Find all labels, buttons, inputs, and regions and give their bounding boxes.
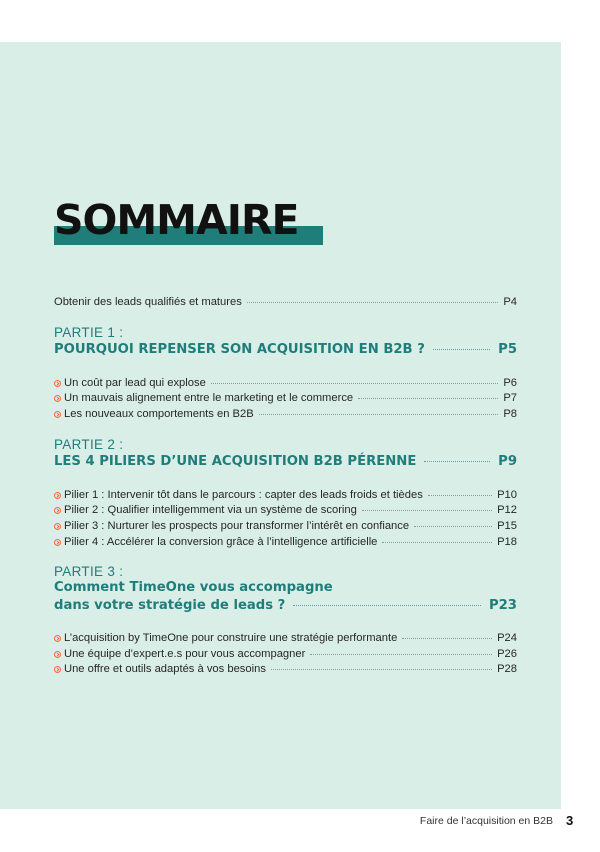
page-title: SOMMAIRE xyxy=(54,196,299,244)
toc-entry[interactable] xyxy=(54,488,517,502)
dot-leader xyxy=(402,638,492,639)
part-3-title-line-1: Comment TimeOne vous accompagne xyxy=(54,580,333,595)
part-title-text: dans votre stratégie de leads ? xyxy=(54,598,286,613)
dot-leader xyxy=(358,398,498,399)
part-2-kicker: PARTIE 2 : xyxy=(54,437,124,452)
toc-entry-page: P15 xyxy=(497,520,517,532)
toc-part-1-title[interactable] xyxy=(54,341,517,359)
circled-chevron-right-icon xyxy=(54,651,61,658)
part-title-text: LES 4 PILIERS D’UNE ACQUISITION B2B PÉRENNE xyxy=(54,454,417,469)
dot-leader xyxy=(362,510,492,511)
dot-leader xyxy=(433,349,490,350)
circled-chevron-right-icon xyxy=(54,380,61,387)
toc-entry-page: P28 xyxy=(497,663,517,675)
part-page: P23 xyxy=(488,598,517,613)
dot-leader xyxy=(259,414,499,415)
toc-entry-page: P7 xyxy=(503,392,517,404)
dot-leader xyxy=(271,669,492,670)
part-1-kicker: PARTIE 1 : xyxy=(54,325,124,340)
circled-chevron-right-icon xyxy=(54,395,61,402)
toc-entry-label: Les nouveaux comportements en B2B xyxy=(64,408,254,420)
toc-entry-label: Pilier 2 : Qualifier intelligemment via un système de scoring xyxy=(64,504,357,516)
toc-entry-label: Une offre et outils adaptés à vos besoins xyxy=(64,663,266,675)
part-page: P5 xyxy=(498,342,517,357)
part-3-kicker: PARTIE 3 : xyxy=(54,564,124,579)
toc-entry-label: Un coût par lead qui explose xyxy=(64,377,206,389)
toc-entry-page: P24 xyxy=(497,632,517,644)
toc-entry[interactable] xyxy=(54,376,517,390)
toc-entry-page: P26 xyxy=(497,648,517,660)
dot-leader xyxy=(310,654,492,655)
toc-entry-page: P6 xyxy=(503,377,517,389)
dot-leader xyxy=(211,383,499,384)
toc-entry[interactable] xyxy=(54,662,517,676)
circled-chevron-right-icon xyxy=(54,507,61,514)
dot-leader xyxy=(293,605,481,606)
page-number: 3 xyxy=(566,813,574,828)
dot-leader xyxy=(424,461,490,462)
toc-entry[interactable] xyxy=(54,391,517,405)
part-page: P9 xyxy=(498,454,517,469)
toc-part-2-title[interactable] xyxy=(54,453,517,471)
circled-chevron-right-icon xyxy=(54,492,61,499)
circled-chevron-right-icon xyxy=(54,539,61,546)
toc-entry-label: Pilier 4 : Accélérer la conversion grâce à l’intelligence artificielle xyxy=(64,536,378,548)
toc-entry[interactable] xyxy=(54,535,517,549)
footer-text: Faire de l’acquisition en B2B xyxy=(419,815,553,827)
toc-entry-page: P12 xyxy=(497,504,517,516)
circled-chevron-right-icon xyxy=(54,523,61,530)
dot-leader xyxy=(247,302,499,303)
circled-chevron-right-icon xyxy=(54,666,61,673)
dot-leader xyxy=(414,526,492,527)
toc-entry[interactable] xyxy=(54,631,517,645)
toc-entry-page: P4 xyxy=(503,296,517,308)
content-panel xyxy=(0,42,561,809)
toc-entry-label: Pilier 3 : Nurturer les prospects pour transformer l’intérêt en confiance xyxy=(64,520,410,532)
toc-entry-label: Obtenir des leads qualifiés et matures xyxy=(54,296,242,308)
circled-chevron-right-icon xyxy=(54,411,61,418)
toc-entry[interactable] xyxy=(54,519,517,533)
toc-entry-page: P8 xyxy=(503,408,517,420)
title-block xyxy=(54,196,299,244)
toc-entry[interactable] xyxy=(54,503,517,517)
dot-leader xyxy=(428,495,492,496)
part-title-text: POURQUOI REPENSER SON ACQUISITION EN B2B ? xyxy=(54,342,425,357)
toc-entry-intro[interactable] xyxy=(54,295,517,309)
toc-entry-page: P10 xyxy=(497,489,517,501)
toc-entry-label: L’acquisition by TimeOne pour construire une stratégie performante xyxy=(64,632,398,644)
toc-entry-label: Une équipe d’expert.e.s pour vous accompagner xyxy=(64,648,306,660)
circled-chevron-right-icon xyxy=(54,635,61,642)
dot-leader xyxy=(382,542,492,543)
toc-entry-page: P18 xyxy=(497,536,517,548)
toc-entry-label: Pilier 1 : Intervenir tôt dans le parcours : capter des leads froids et tièdes xyxy=(64,489,423,501)
toc-part-3-title[interactable] xyxy=(54,597,517,615)
toc-entry[interactable] xyxy=(54,647,517,661)
toc-entry[interactable] xyxy=(54,407,517,421)
toc-entry-label: Un mauvais alignement entre le marketing et le commerce xyxy=(64,392,354,404)
